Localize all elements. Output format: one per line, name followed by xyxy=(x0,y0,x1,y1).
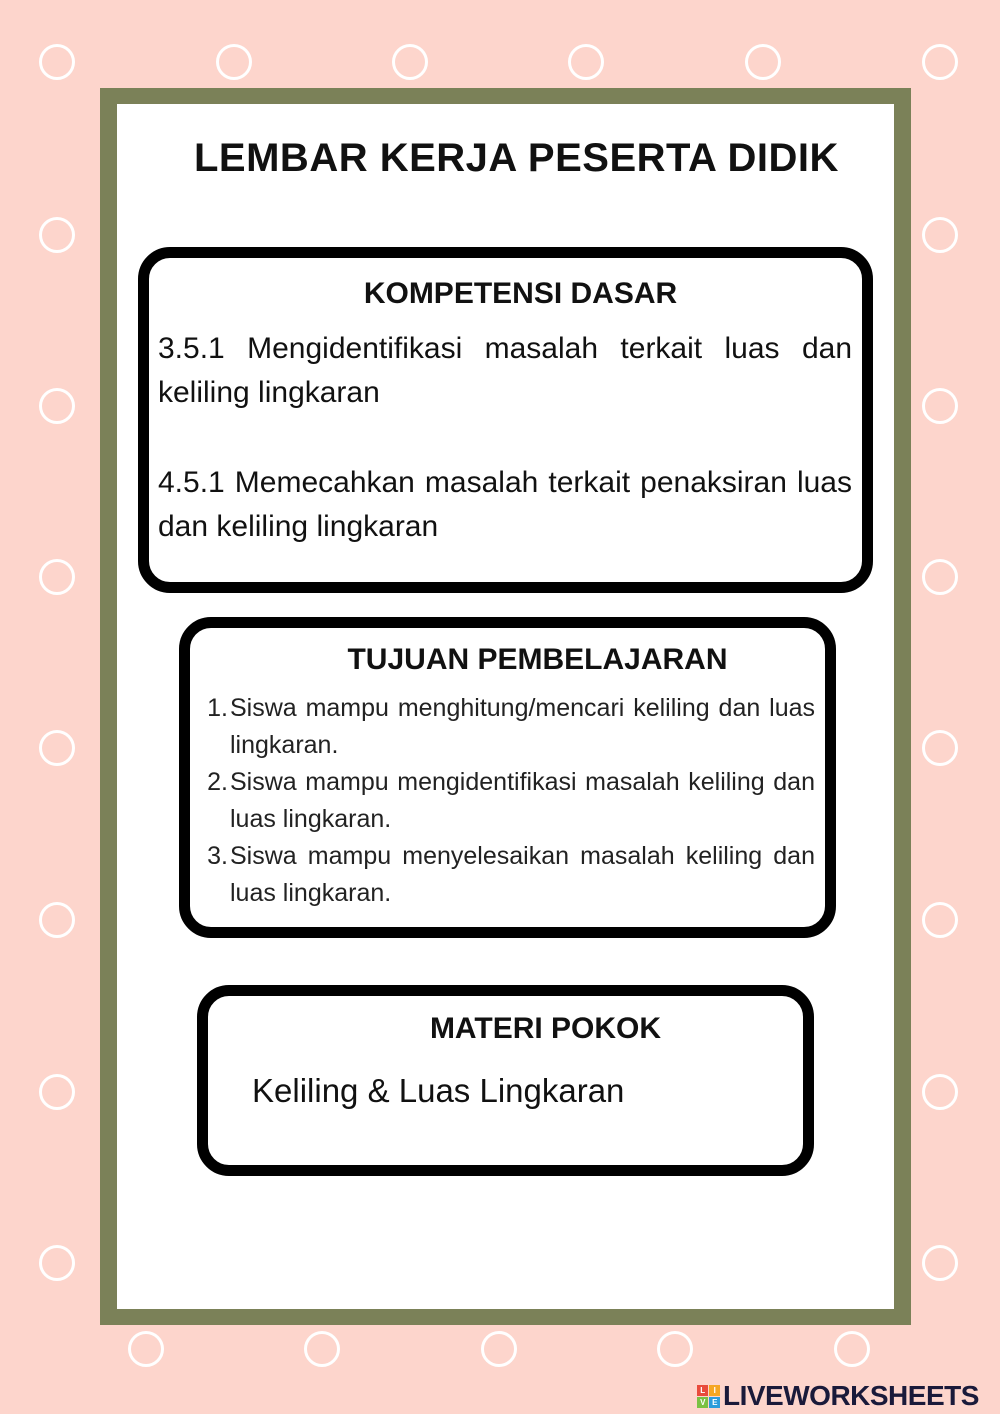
list-item-text: Siswa mampu menyelesaikan masalah keliling dan luas lingkaran. xyxy=(230,842,815,907)
kompetensi-dasar-heading: KOMPETENSI DASAR xyxy=(363,277,678,310)
liveworksheets-logo-icon xyxy=(697,1385,720,1408)
materi-pokok-heading: MATERI POKOK xyxy=(429,1012,662,1045)
dot-icon xyxy=(39,902,75,938)
dot-icon xyxy=(922,902,958,938)
dot-icon xyxy=(657,1331,693,1367)
dot-icon xyxy=(39,559,75,595)
logo-mark-letter: V xyxy=(697,1397,708,1408)
dot-icon xyxy=(922,559,958,595)
kompetensi-item: 3.5.1 Mengidentifikasi masalah terkait luas dan keliling lingkaran xyxy=(158,332,852,409)
dot-icon xyxy=(39,217,75,253)
tujuan-pembelajaran-heading: TUJUAN PEMBELAJARAN xyxy=(347,643,728,676)
logo-mark-letter: E xyxy=(709,1397,720,1408)
dot-icon xyxy=(39,1074,75,1110)
dot-icon xyxy=(39,1245,75,1281)
logo-mark-letter: I xyxy=(709,1385,720,1396)
dot-icon xyxy=(39,730,75,766)
tujuan-pembelajaran-card xyxy=(179,617,836,938)
kompetensi-item: 4.5.1 Memecahkan masalah terkait penaksiran luas dan keliling lingkaran xyxy=(158,466,852,543)
tujuan-list xyxy=(190,690,815,912)
dot-icon xyxy=(922,730,958,766)
list-item xyxy=(190,838,815,912)
logo-mark-letter: L xyxy=(697,1385,708,1396)
list-item-number: 2. xyxy=(207,768,228,796)
dot-icon xyxy=(392,44,428,80)
dot-icon xyxy=(834,1331,870,1367)
liveworksheets-logo[interactable] xyxy=(697,1380,979,1412)
page-title: LEMBAR KERJA PESERTA DIDIK xyxy=(194,136,839,180)
kompetensi-dasar-card xyxy=(138,247,873,593)
list-item xyxy=(190,690,815,764)
dot-icon xyxy=(481,1331,517,1367)
list-item xyxy=(190,764,815,838)
dot-icon xyxy=(304,1331,340,1367)
dot-icon xyxy=(922,388,958,424)
dot-icon xyxy=(922,1074,958,1110)
dot-icon xyxy=(39,44,75,80)
dot-icon xyxy=(922,1245,958,1281)
dot-icon xyxy=(39,388,75,424)
list-item-text: Siswa mampu menghitung/mencari keliling dan luas lingkaran. xyxy=(230,694,815,759)
dot-icon xyxy=(922,44,958,80)
logo-text: LIVEWORKSHEETS xyxy=(723,1380,979,1411)
dot-icon xyxy=(216,44,252,80)
list-item-number: 3. xyxy=(207,842,228,870)
dot-icon xyxy=(568,44,604,80)
dot-icon xyxy=(745,44,781,80)
list-item-text: Siswa mampu mengidentifikasi masalah keliling dan luas lingkaran. xyxy=(230,768,815,833)
dot-icon xyxy=(128,1331,164,1367)
materi-pokok-card xyxy=(197,985,814,1176)
dot-icon xyxy=(922,217,958,253)
materi-pokok-content: Keliling & Luas Lingkaran xyxy=(252,1072,625,1109)
list-item-number: 1. xyxy=(207,694,228,722)
